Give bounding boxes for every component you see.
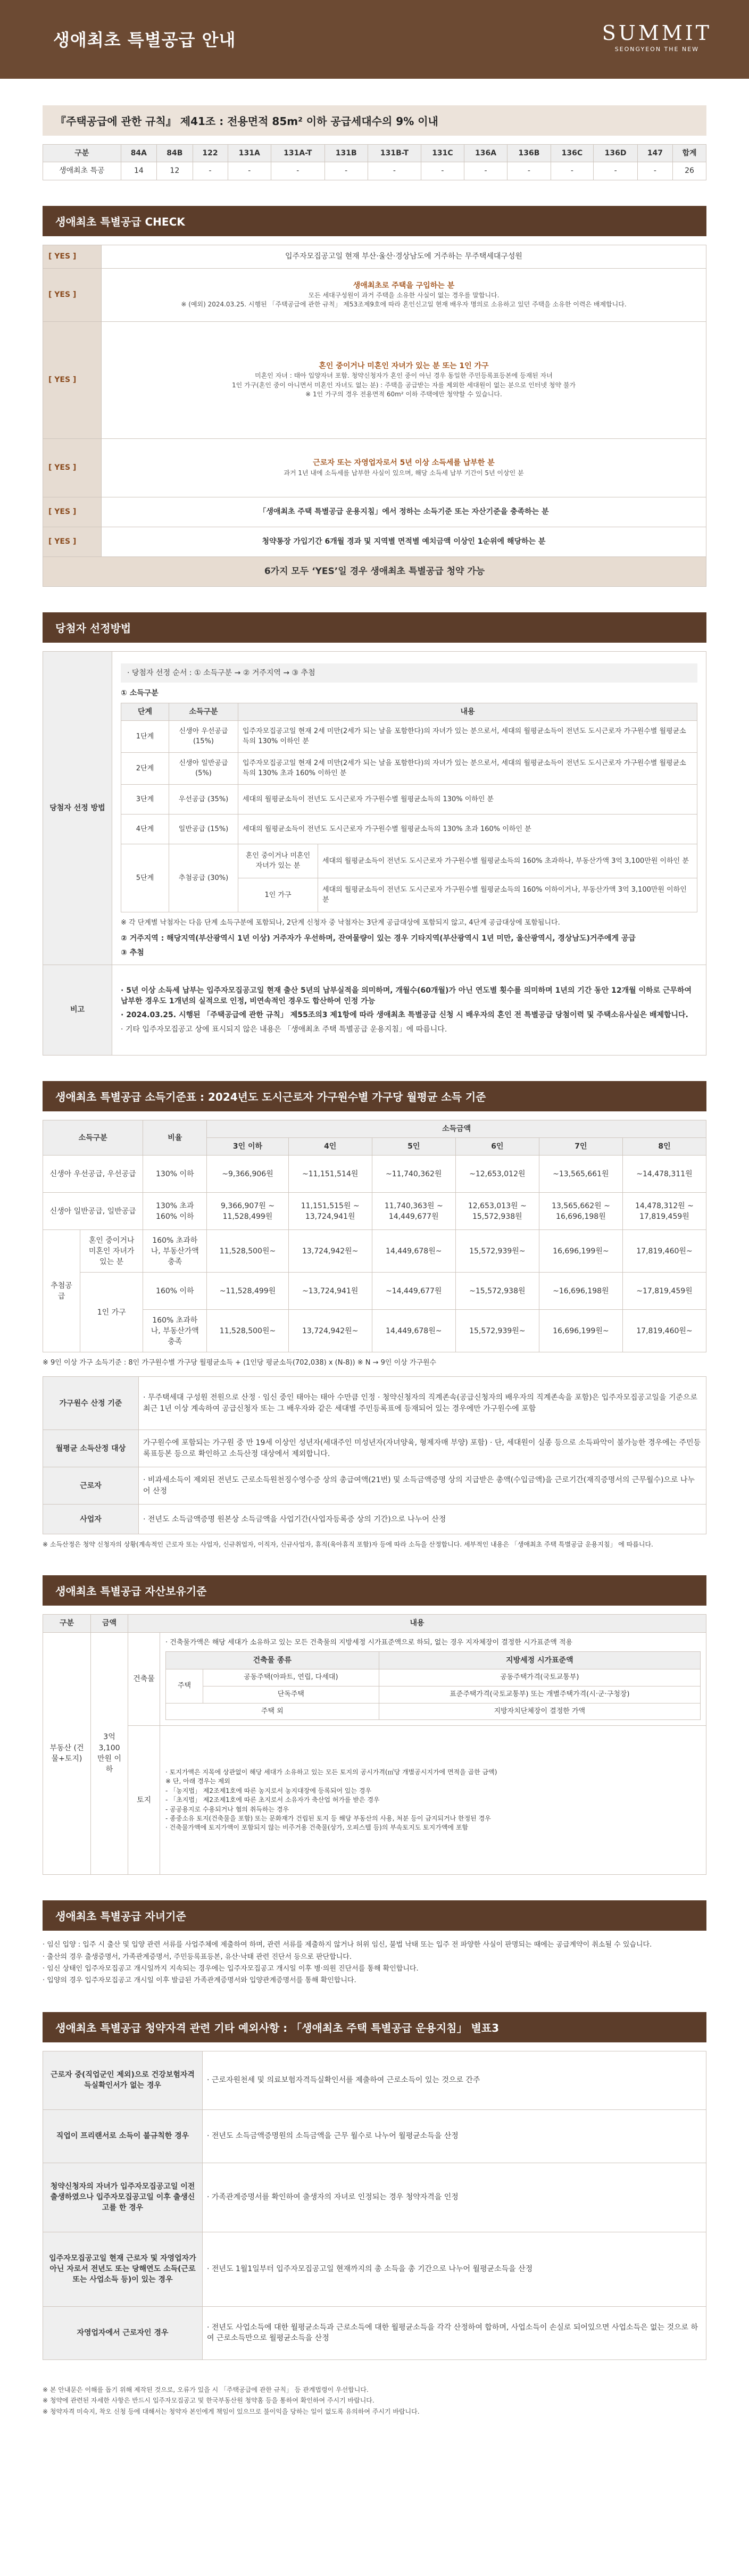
div-cell: 신생아 우선공급 (15%) <box>169 721 238 753</box>
col-header: 내용 <box>128 1615 706 1632</box>
page-header <box>0 0 749 79</box>
def-value: · 무주택세대 구성원 전원으로 산정 · 임신 중인 태아는 태아 수만큼 인정 · 청약신청자의 직계존속(공급신청자의 배우자의 직계존속을 포함)은 입주자모집공고일을 기준으로 최근 1년 이상 계속하여 공급신청자 또는 그 배우자와 같은 세대별 주민등록표에 등재되어 있는 경우에만 가구원수에 포함 <box>139 1377 706 1430</box>
income-value: ~11,151,514원 <box>288 1156 372 1193</box>
content-cell: 세대의 월평균소득이 전년도 도시근로자 가구원수별 월평균소득의 130% 이하인 분 <box>238 785 697 815</box>
step-cell: 1단계 <box>121 721 169 753</box>
col-header: 소득구분 <box>43 1120 143 1156</box>
income-value: ~14,478,311원 <box>622 1156 706 1193</box>
income-value: 14,449,678원~ <box>372 1310 455 1352</box>
income-value: 14,478,312원 ~ 17,819,459원 <box>622 1193 706 1230</box>
income-value: 11,740,363원 ~ 14,449,677원 <box>372 1193 455 1230</box>
supply-cell: 생애최초 특공 <box>43 162 121 180</box>
exc-key: 입주자모집공고일 현재 근로자 및 자영업자가 아닌 자로서 전년도 또는 당해연도 소득(근로 또는 사업소득 등)이 있는 경우 <box>43 2232 203 2306</box>
col-header: 84A <box>121 145 157 162</box>
land-desc: - 「초지법」 제2조제1호에 따른 초지로서 소유자가 축산업 허가를 받은 경우 <box>165 1796 380 1804</box>
exception-table <box>43 2051 706 2360</box>
exc-value: · 전년도 소득금액증명원의 소득금액을 근무 월수로 나누어 월평균소득을 산정 <box>203 2109 706 2163</box>
supply-title: 『주택공급에 관한 규칙』 제41조 : 전용면적 85m² 이하 공급세대수의 9% 이내 <box>43 105 706 136</box>
ratio-cell: 160% 초과하나, 부동산가액 충족 <box>143 1310 207 1352</box>
bld-cell: 지방자치단체장이 결정한 가액 <box>379 1703 700 1720</box>
child-item: · 입양의 경우 입주자모집공고 개시일 이후 발급된 가족관계증명서와 입양관계증명서를 통해 확인합니다. <box>43 1976 356 1984</box>
asset-table <box>43 1614 706 1875</box>
bld-cell: 공동주택(아파트, 연립, 다세대) <box>203 1669 379 1686</box>
brand-logo <box>602 21 712 53</box>
check-item-title: 근로자 또는 자영업자로서 5년 이상 소득세를 납부한 분 <box>313 459 495 468</box>
exception-section <box>0 2000 749 2374</box>
supply-cell: - <box>421 162 464 180</box>
logo-subtext: SEONGYEON THE NEW <box>614 46 700 53</box>
bld-cell: 주택 <box>166 1669 203 1703</box>
income-class-table <box>121 703 697 912</box>
div-cell: 신생아 일반공급 (5%) <box>169 753 238 785</box>
income-value: ~11,528,499원 <box>207 1273 288 1310</box>
yes-tag: [ YES ] <box>43 268 102 321</box>
income-value: 16,696,199원~ <box>539 1310 622 1352</box>
ratio-cell: 130% 이하 <box>143 1156 207 1193</box>
col-header: 6인 <box>455 1138 539 1156</box>
income-note: ※ 9인 이상 가구 소득기준 : 8인 가구원수별 가구당 월평균소득 + (1인당 평균소득(702,038) x (N-8)) ※ N → 9인 이상 가구원수 <box>43 1359 437 1367</box>
child-section <box>0 1889 749 2000</box>
check-item-title: 생애최초로 주택을 구입하는 분 <box>353 281 455 290</box>
income-value: 17,819,460원~ <box>622 1310 706 1352</box>
page-title: 생애최초 특별공급 안내 <box>53 30 236 50</box>
col-header: 구분 <box>43 1615 91 1632</box>
check-item-desc: 미혼인 자녀 : 태아 입양자녀 포함. 청약신청자가 혼인 중이 아닌 경우 동일한 주민등록표등본에 등재된 자녀 <box>255 372 553 380</box>
logo-text: SUMMIT <box>602 21 712 45</box>
income-value: 11,528,500원~ <box>207 1310 288 1352</box>
select-table <box>43 651 706 1056</box>
income-value: 13,724,942원~ <box>288 1310 372 1352</box>
col-header: 136B <box>507 145 551 162</box>
def-key: 근로자 <box>43 1467 139 1505</box>
exc-value: · 전년도 사업소득에 대한 월평균소득과 근로소득에 대한 월평균소득을 각각 산정하여 합하며, 사업소득이 손실로 되어있으면 사업소득은 없는 것으로 하여 근로소득만으로 월평균소득을 산정 <box>203 2306 706 2359</box>
ratio-cell: 160% 이하 <box>143 1273 207 1310</box>
ratio-cell: 160% 초과하나, 부동산가액 충족 <box>143 1230 207 1273</box>
income-value: ~14,449,677원 <box>372 1273 455 1310</box>
supply-cell: - <box>594 162 638 180</box>
select-sub: ① 소득구분 <box>121 688 159 697</box>
asset-type: 토지 <box>128 1726 160 1875</box>
def-key: 월평균 소득산정 대상 <box>43 1430 139 1467</box>
col-header: 136C <box>551 145 594 162</box>
check-section <box>0 194 749 601</box>
step-cell: 5단계 <box>121 844 169 912</box>
supply-cell: 26 <box>672 162 706 180</box>
etc-label: 비고 <box>43 965 112 1055</box>
supply-cell: - <box>507 162 551 180</box>
sub-div-cell: 혼인 중이거나 미혼인 자녀가 있는 분 <box>238 844 318 878</box>
exc-key: 청약신청자의 자녀가 입주자모집공고일 이전 출생하였으나 입주자모집공고일 이후 출생신고를 한 경우 <box>43 2163 203 2232</box>
col-header: 131B <box>324 145 368 162</box>
col-header: 7인 <box>539 1138 622 1156</box>
child-item: · 임신 입양 : 입주 시 출산 및 입양 관련 서류를 사업주체에 제출하여 하며, 관련 서류를 제출하지 않거나 허위 임신, 불법 낙태 또는 입주 전 파양한 사실이 판명되는 때에는 공급계약이 취소될 수 있습니다. <box>43 1941 652 1949</box>
row-label: 신생아 일반공급, 일반공급 <box>43 1193 143 1230</box>
building-table <box>165 1651 701 1721</box>
yes-tag: [ YES ] <box>43 497 102 527</box>
def-value: · 비과세소득이 제외된 전년도 근로소득원천징수영수증 상의 총급여액(21번) 및 소득금액증명 상의 지급받은 총액(수입금액)을 근로기간(재직증명서의 근무월수)으로 나누어 산정 <box>139 1467 706 1505</box>
col-header: 금액 <box>91 1615 128 1632</box>
row-label: 신생아 우선공급, 우선공급 <box>43 1156 143 1193</box>
col-header: 지방세정 시가표준액 <box>379 1651 700 1669</box>
land-desc: · 건축물가액에 토지가액이 포함되지 않는 비주거용 건축물(상가, 오피스텔 등)의 부속토지도 토지가액에 포함 <box>165 1824 469 1832</box>
income-value: ~9,366,906원 <box>207 1156 288 1193</box>
supply-cell: - <box>271 162 325 180</box>
yes-tag: [ YES ] <box>43 527 102 556</box>
div-cell: 추첨공급 (30%) <box>169 844 238 912</box>
income-title: 생애최초 특별공급 소득기준표 : 2024년도 도시근로자 가구원수별 가구당 월평균 소득 기준 <box>43 1081 706 1111</box>
footer-note: ※ 청약에 관련된 자세한 사항은 반드시 입주자모집공고 및 한국부동산원 청약홈 등을 통하여 확인하여 주시기 바랍니다. <box>43 2397 374 2405</box>
income-value: 14,449,678원~ <box>372 1230 455 1273</box>
check-item <box>102 321 706 438</box>
def-key: 사업자 <box>43 1505 139 1534</box>
check-item <box>102 268 706 321</box>
income-value: ~17,819,459원 <box>622 1273 706 1310</box>
supply-cell: - <box>324 162 368 180</box>
col-header: 비율 <box>143 1120 207 1156</box>
sub-div-cell: 1인 가구 <box>238 878 318 912</box>
income-note2: ※ 소득산정은 청약 신청자의 상황(계속적인 근로자 또는 사업자, 신규취업자, 이직자, 신규사업자, 휴직(육아휴직 포함)자 등에 따라 소득을 산정합니다. 세부적인 내용은 「생애최초 주택 특별공급 운용지침」 에 따릅니다. <box>43 1541 653 1549</box>
income-value: 15,572,939원~ <box>455 1310 539 1352</box>
col-header: 122 <box>193 145 228 162</box>
exception-title: 생애최초 특별공급 청약자격 관련 기타 예외사항 : 「생애최초 주택 특별공급 운용지침」 별표3 <box>43 2012 706 2042</box>
col-header: 5인 <box>372 1138 455 1156</box>
bld-cell: 단독주택 <box>203 1686 379 1703</box>
col-header: 건축물 종류 <box>166 1651 379 1669</box>
content-cell: 세대의 월평균소득이 전년도 도시근로자 가구원수별 월평균소득의 160% 이하이거나, 부동산가액 3억 3,100만원 이하인 분 <box>318 878 697 912</box>
supply-cell: - <box>464 162 507 180</box>
lottery-note: ③ 추첨 <box>121 948 144 957</box>
land-desc: - 공공용지로 수용되거나 협의 취득하는 경우 <box>165 1805 289 1813</box>
yes-tag: [ YES ] <box>43 245 102 268</box>
supply-section <box>0 79 749 194</box>
select-note: ※ 각 단계별 낙첨자는 다음 단계 소득구분에 포함되나, 2단계 신청자 중 낙첨자는 3단계 공급대상에 포함되지 않고, 4단계 공급대상에 포함됩니다. <box>121 919 560 927</box>
income-value: 16,696,199원~ <box>539 1230 622 1273</box>
footer-note: ※ 본 안내문은 이해를 돕기 위해 제작된 것으로, 오류가 있을 시 「주택공급에 관한 규칙」 등 관계법령이 우선합니다. <box>43 2386 369 2394</box>
def-value: 가구원수에 포함되는 가구원 중 만 19세 이상인 성년자(세대주인 미성년자(자녀양육, 형제자매 부양) 포함) · 단, 세대원이 실종 등으로 소득파악이 불가능한 경우에는 주민등록표등본 등으로 확인하고 소득산정 대상에서 제외합니다. <box>139 1430 706 1467</box>
check-table <box>43 245 706 587</box>
check-item <box>102 438 706 497</box>
child-item: · 임신 상태인 입주자모집공고 개시일까지 지속되는 경우에는 입주자모집공고 개시일 이후 병·의원 진단서를 통해 확인합니다. <box>43 1964 419 1973</box>
etc-item: · 기타 입주자모집공고 상에 표시되지 않은 내용은 「생애최초 주택 특별공급 운용지침」에 따릅니다. <box>121 1025 447 1034</box>
footer-note: ※ 청약자격 미숙지, 착오 신청 등에 대해서는 청약자 본인에게 책임이 있으므로 불이익을 당하는 일이 없도록 유의하여 주시기 바랍니다. <box>43 2407 420 2415</box>
income-value: ~13,565,661원 <box>539 1156 622 1193</box>
land-desc: · 토지가액은 지목에 상관없이 해당 세대가 소유하고 있는 모든 토지의 공시가격(㎡당 개별공시지가에 면적을 곱한 금액) <box>165 1768 497 1776</box>
income-value: 15,572,939원~ <box>455 1230 539 1273</box>
child-item: · 출산의 경우 출생증명서, 가족관계증명서, 주민등록표등본, 유산·낙태 관련 진단서 등으로 판단합니다. <box>43 1952 352 1961</box>
col-header: 내용 <box>238 703 697 721</box>
bld-cell: 표준주택가격(국토교통부) 또는 개별주택가격(시·군·구청장) <box>379 1686 700 1703</box>
col-header: 131A-T <box>271 145 325 162</box>
asset-amount: 3억 3,100만원 이하 <box>91 1632 128 1875</box>
supply-cell: - <box>368 162 421 180</box>
col-header: 131C <box>421 145 464 162</box>
asset-desc: · 건축물가액은 해당 세대가 소유하고 있는 모든 건축물의 지방세정 시가표준액으로 하되, 없는 경우 지자체장이 결정한 시가표준액 적용 <box>165 1638 573 1647</box>
land-desc: ※ 단, 아래 경우는 제외 <box>165 1777 230 1785</box>
income-section <box>0 1069 749 1564</box>
supply-table <box>43 144 706 180</box>
col-header: 136A <box>464 145 507 162</box>
step-cell: 2단계 <box>121 753 169 785</box>
div-cell: 일반공급 (15%) <box>169 815 238 844</box>
check-item-desc: 과거 1년 내에 소득세를 납부한 사실이 있으며, 해당 소득세 납부 기간이 5년 이상인 분 <box>284 469 524 477</box>
exc-key: 근로자 중(직업군인 제외)으로 건강보험자격득실확인서가 없는 경우 <box>43 2051 203 2109</box>
asset-type: 건축물 <box>128 1632 160 1726</box>
check-item-note: ※ 1인 가구의 경우 전용면적 60m² 이하 주택에만 청약할 수 있습니다. <box>305 390 502 398</box>
check-item-desc: 모든 세대구성원이 과거 주택을 소유한 사실이 없는 경우를 말합니다. <box>308 291 500 299</box>
income-value: 12,653,013원 ~ 15,572,938원 <box>455 1193 539 1230</box>
exc-value: · 전년도 1월1일부터 입주자모집공고일 현재까지의 총 소득을 총 기간으로 나누어 월평균소득을 산정 <box>203 2232 706 2306</box>
def-key: 가구원수 산정 기준 <box>43 1377 139 1430</box>
ratio-cell: 130% 초과 160% 이하 <box>143 1193 207 1230</box>
income-value: ~11,740,362원 <box>372 1156 455 1193</box>
col-header: 8인 <box>622 1138 706 1156</box>
col-header: 136D <box>594 145 638 162</box>
col-header: 4인 <box>288 1138 372 1156</box>
check-item-desc: 1인 가구(혼인 중이 아니면서 미혼인 자녀도 없는 분) : 주택을 공급받는 자를 제외한 세대원이 없는 분으로 인터넷 청약 불가 <box>231 381 576 389</box>
col-header: 소득금액 <box>207 1120 706 1137</box>
row-label: 1인 가구 <box>80 1273 143 1352</box>
supply-cell: - <box>228 162 271 180</box>
yes-tag: [ YES ] <box>43 321 102 438</box>
supply-cell: - <box>193 162 228 180</box>
land-desc: - 종중소유 토지(건축물을 포함) 또는 문화재가 건립된 토지 등 해당 부동산의 사용, 처분 등이 금지되거나 한정된 경우 <box>165 1815 491 1822</box>
check-item: 청약통장 가입기간 6개월 경과 및 지역별 면적별 예치금액 이상인 1순위에 해당하는 분 <box>102 527 706 556</box>
asset-section <box>0 1564 749 1889</box>
yes-tag: [ YES ] <box>43 438 102 497</box>
check-item-title: 혼인 중이거나 미혼인 자녀가 있는 분 또는 1인 가구 <box>319 361 489 370</box>
select-steps: · 당첨자 선정 순서 : ① 소득구분 → ② 거주지역 → ③ 추첨 <box>121 663 697 683</box>
income-value: 11,528,500원~ <box>207 1230 288 1273</box>
check-title: 생애최초 특별공급 CHECK <box>43 206 706 236</box>
content-cell: 입주자모집공고일 현재 2세 미만(2세가 되는 날을 포함한다)의 자녀가 있는 분으로서, 세대의 월평균소득이 전년도 도시근로자 가구원수별 월평균소득의 130% 이하인 분 <box>238 721 697 753</box>
income-value: 13,565,662원 ~ 16,696,198원 <box>539 1193 622 1230</box>
content-cell: 세대의 월평균소득이 전년도 도시근로자 가구원수별 월평균소득의 130% 초과 160% 이하인 분 <box>238 815 697 844</box>
asset-group: 부동산 (건물+토지) <box>43 1632 91 1875</box>
col-header: 구분 <box>43 145 121 162</box>
income-value: 11,151,515원 ~ 13,724,941원 <box>288 1193 372 1230</box>
asset-title: 생애최초 특별공급 자산보유기준 <box>43 1575 706 1606</box>
income-value: ~15,572,938원 <box>455 1273 539 1310</box>
div-cell: 우선공급 (35%) <box>169 785 238 815</box>
row-label: 혼인 중이거나 미혼인 자녀가 있는 분 <box>80 1230 143 1273</box>
select-title: 당첨자 선정방법 <box>43 612 706 643</box>
check-summary: 6가지 모두 ‘YES’일 경우 생애최초 특별공급 청약 가능 <box>43 556 706 586</box>
exc-key: 자영업자에서 근로자인 경우 <box>43 2306 203 2359</box>
income-value: ~13,724,941원 <box>288 1273 372 1310</box>
exc-key: 직업이 프리랜서로 소득이 불규칙한 경우 <box>43 2109 203 2163</box>
land-desc: - 「농지법」 제2조제1호에 따른 농지로서 농지대장에 등록되어 있는 경우 <box>165 1786 372 1794</box>
income-value: 13,724,942원~ <box>288 1230 372 1273</box>
income-value: ~12,653,012원 <box>455 1156 539 1193</box>
exc-value: · 근로자원천세 및 의료보험자격득실확인서를 제출하여 근로소득이 있는 것으로 간주 <box>203 2051 706 2109</box>
income-def-table <box>43 1376 706 1534</box>
step-cell: 3단계 <box>121 785 169 815</box>
supply-cell: 14 <box>121 162 157 180</box>
check-item: 입주자모집공고일 현재 부산·울산·경상남도에 거주하는 무주택세대구성원 <box>102 245 706 268</box>
income-value: 9,366,907원 ~ 11,528,499원 <box>207 1193 288 1230</box>
supply-cell: 12 <box>157 162 193 180</box>
step-cell: 4단계 <box>121 815 169 844</box>
content-cell: 입주자모집공고일 현재 2세 미만(2세가 되는 날을 포함한다)의 자녀가 있는 분으로서, 세대의 월평균소득이 전년도 도시근로자 가구원수별 월평균소득의 130% 초과 160% 이하인 분 <box>238 753 697 785</box>
col-header: 합계 <box>672 145 706 162</box>
check-item-note: ※ (예외) 2024.03.25. 시행된 「주택공급에 관한 규칙」 제53조제9호에 따라 혼인신고일 현재 배우자 명의로 소유하고 있던 주택을 소유한 이력은 배제합니다. <box>181 301 627 309</box>
check-item: 「생애최초 주택 특별공급 운용지침」에서 정하는 소득기준 또는 자산기준을 충족하는 분 <box>102 497 706 527</box>
bld-cell: 공동주택가격(국토교통부) <box>379 1669 700 1686</box>
def-value: · 전년도 소득금액증명 원본상 소득금액을 사업기간(사업자등록증 상의 기간)으로 나누어 산정 <box>139 1505 706 1534</box>
footer-notes <box>0 2374 749 2438</box>
col-header: 소득구분 <box>169 703 238 721</box>
content-cell: 세대의 월평균소득이 전년도 도시근로자 가구원수별 월평균소득의 160% 초과하나, 부동산가액 3억 3,100만원 이하인 분 <box>318 844 697 878</box>
col-header: 84B <box>157 145 193 162</box>
col-header: 131B-T <box>368 145 421 162</box>
supply-cell: - <box>551 162 594 180</box>
select-label: 당첨자 선정 방법 <box>43 651 112 965</box>
child-title: 생애최초 특별공급 자녀기준 <box>43 1900 706 1931</box>
etc-item: · 5년 이상 소득세 납부는 입주자모집공고일 현재 출산 5년의 납부실적을 의미하며, 개월수(60개월)가 아닌 연도별 횟수를 의미하며 1년의 기간 동안 12개월 이하로 근무하여 납부한 경우도 1개년의 실적으로 인정, 비연속적인 경우도 합산하여 인정 가능 <box>121 986 692 1006</box>
col-header: 3인 이하 <box>207 1138 288 1156</box>
etc-item: · 2024.03.25. 시행된 「주택공급에 관한 규칙」 제55조의3 제1항에 따라 생애최초 특별공급 신청 시 배우자의 혼인 전 특별공급 당첨이력 및 주택소유사실은 배제합니다. <box>121 1011 688 1020</box>
supply-cell: - <box>637 162 672 180</box>
region-note: ② 거주지역 : 해당지역(부산광역시 1년 이상) 거주자가 우선하며, 잔여물량이 있는 경우 기타지역(부산광역시 1년 미만, 울산광역시, 경상남도)거주에게 공급 <box>121 934 636 943</box>
income-value: 17,819,460원~ <box>622 1230 706 1273</box>
col-header: 단계 <box>121 703 169 721</box>
col-header: 147 <box>637 145 672 162</box>
exc-value: · 가족관계증명서를 확인하여 출생자의 자녀로 인정되는 경우 청약자격을 인정 <box>203 2163 706 2232</box>
bld-cell: 주택 외 <box>166 1703 379 1720</box>
row-group: 추첨공급 <box>43 1230 80 1352</box>
select-section <box>0 601 749 1069</box>
income-table <box>43 1120 706 1353</box>
income-value: ~16,696,198원 <box>539 1273 622 1310</box>
col-header: 131A <box>228 145 271 162</box>
